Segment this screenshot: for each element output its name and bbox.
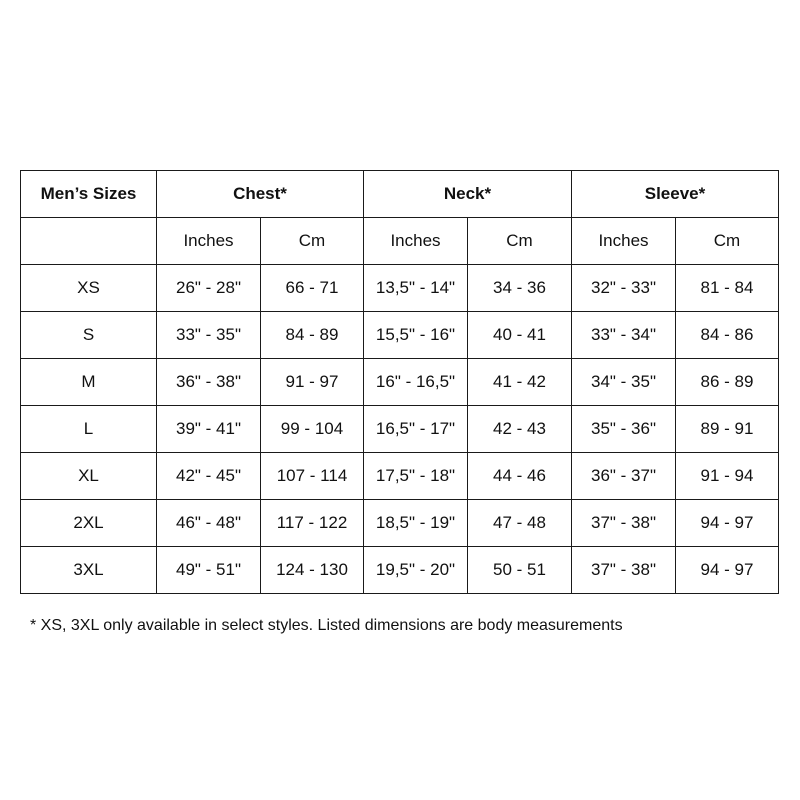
unit-header-row bbox=[21, 218, 779, 265]
neck-inches-cell: 18,5" - 19" bbox=[364, 500, 468, 547]
table-row bbox=[21, 453, 779, 500]
footnote: * XS, 3XL only available in select styles. Listed dimensions are body measurements bbox=[30, 617, 623, 634]
chest-cm-cell: 91 - 97 bbox=[261, 359, 364, 406]
chest-cm-cell: 99 - 104 bbox=[261, 406, 364, 453]
sleeve-cm-cell: 91 - 94 bbox=[676, 453, 779, 500]
table-row bbox=[21, 547, 779, 594]
size-label: XL bbox=[21, 453, 157, 500]
unit-header-neck-cm: Cm bbox=[468, 218, 572, 265]
unit-header-sleeve-inches: Inches bbox=[572, 218, 676, 265]
sleeve-cm-cell: 94 - 97 bbox=[676, 500, 779, 547]
chest-cm-cell: 107 - 114 bbox=[261, 453, 364, 500]
chest-inches-cell: 26" - 28" bbox=[157, 265, 261, 312]
neck-inches-cell: 17,5" - 18" bbox=[364, 453, 468, 500]
group-header-row bbox=[21, 171, 779, 218]
sleeve-inches-cell: 34" - 35" bbox=[572, 359, 676, 406]
chest-inches-cell: 42" - 45" bbox=[157, 453, 261, 500]
neck-cm-cell: 40 - 41 bbox=[468, 312, 572, 359]
chest-header: Chest* bbox=[157, 171, 364, 218]
empty-corner-cell bbox=[21, 218, 157, 265]
neck-cm-cell: 50 - 51 bbox=[468, 547, 572, 594]
unit-header-chest-inches: Inches bbox=[157, 218, 261, 265]
sleeve-inches-cell: 37" - 38" bbox=[572, 500, 676, 547]
sleeve-inches-cell: 33" - 34" bbox=[572, 312, 676, 359]
neck-cm-cell: 42 - 43 bbox=[468, 406, 572, 453]
neck-cm-cell: 47 - 48 bbox=[468, 500, 572, 547]
chest-cm-cell: 124 - 130 bbox=[261, 547, 364, 594]
chest-inches-cell: 46" - 48" bbox=[157, 500, 261, 547]
neck-header: Neck* bbox=[364, 171, 572, 218]
size-label: 3XL bbox=[21, 547, 157, 594]
size-label: XS bbox=[21, 265, 157, 312]
sleeve-inches-cell: 32" - 33" bbox=[572, 265, 676, 312]
chest-cm-cell: 84 - 89 bbox=[261, 312, 364, 359]
table-row bbox=[21, 265, 779, 312]
size-label: L bbox=[21, 406, 157, 453]
size-label: 2XL bbox=[21, 500, 157, 547]
table-row bbox=[21, 406, 779, 453]
neck-cm-cell: 44 - 46 bbox=[468, 453, 572, 500]
sleeve-inches-cell: 35" - 36" bbox=[572, 406, 676, 453]
sleeve-header: Sleeve* bbox=[572, 171, 779, 218]
table-row bbox=[21, 312, 779, 359]
sleeve-cm-cell: 89 - 91 bbox=[676, 406, 779, 453]
neck-inches-cell: 16" - 16,5" bbox=[364, 359, 468, 406]
size-chart-table bbox=[20, 170, 779, 594]
unit-header-sleeve-cm: Cm bbox=[676, 218, 779, 265]
sleeve-inches-cell: 37" - 38" bbox=[572, 547, 676, 594]
chest-inches-cell: 39" - 41" bbox=[157, 406, 261, 453]
table-row bbox=[21, 359, 779, 406]
sleeve-inches-cell: 36" - 37" bbox=[572, 453, 676, 500]
sleeve-cm-cell: 81 - 84 bbox=[676, 265, 779, 312]
table-row bbox=[21, 500, 779, 547]
chest-cm-cell: 117 - 122 bbox=[261, 500, 364, 547]
size-label: M bbox=[21, 359, 157, 406]
chest-cm-cell: 66 - 71 bbox=[261, 265, 364, 312]
neck-inches-cell: 19,5" - 20" bbox=[364, 547, 468, 594]
sleeve-cm-cell: 94 - 97 bbox=[676, 547, 779, 594]
unit-header-chest-cm: Cm bbox=[261, 218, 364, 265]
neck-cm-cell: 41 - 42 bbox=[468, 359, 572, 406]
neck-inches-cell: 13,5" - 14" bbox=[364, 265, 468, 312]
unit-header-neck-inches: Inches bbox=[364, 218, 468, 265]
neck-inches-cell: 15,5" - 16" bbox=[364, 312, 468, 359]
chest-inches-cell: 33" - 35" bbox=[157, 312, 261, 359]
chest-inches-cell: 49" - 51" bbox=[157, 547, 261, 594]
neck-inches-cell: 16,5" - 17" bbox=[364, 406, 468, 453]
neck-cm-cell: 34 - 36 bbox=[468, 265, 572, 312]
size-label: S bbox=[21, 312, 157, 359]
chest-inches-cell: 36" - 38" bbox=[157, 359, 261, 406]
sleeve-cm-cell: 86 - 89 bbox=[676, 359, 779, 406]
sleeve-cm-cell: 84 - 86 bbox=[676, 312, 779, 359]
mens-sizes-header: Men’s Sizes bbox=[21, 171, 157, 218]
